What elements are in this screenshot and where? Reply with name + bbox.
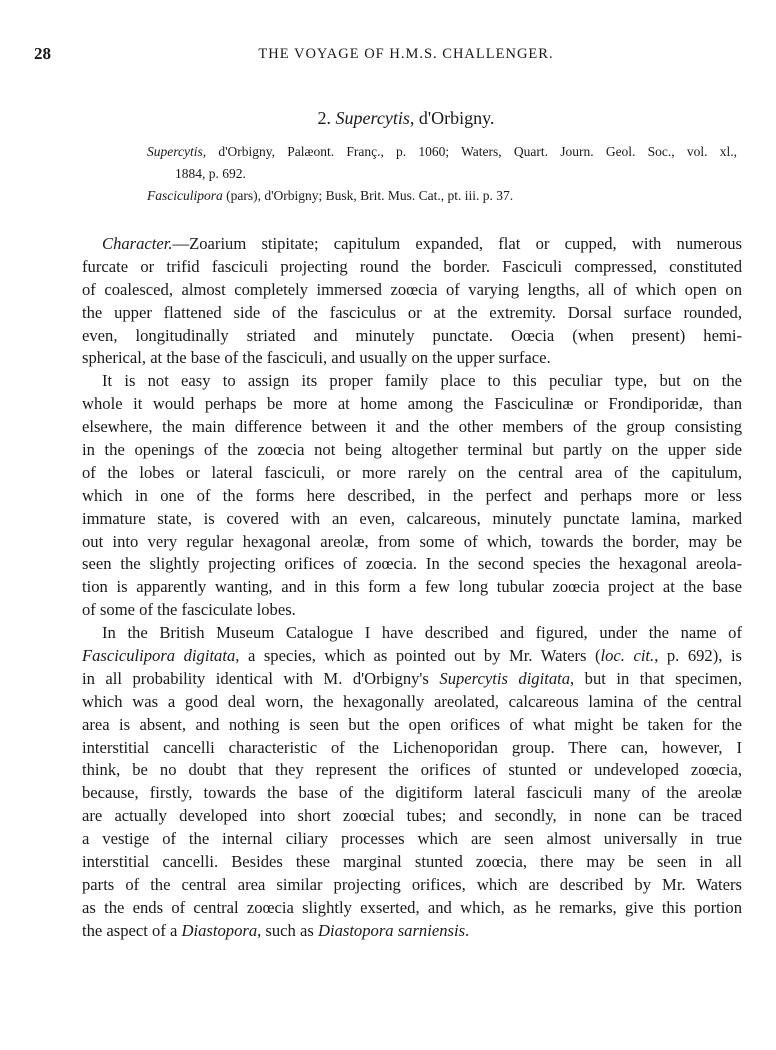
text-line xyxy=(82,782,742,805)
italic-text: Supercytis digitata xyxy=(439,668,571,688)
text-run: , but in that specimen, xyxy=(570,668,742,688)
paragraph xyxy=(82,622,742,942)
section-title xyxy=(0,108,776,129)
text-line xyxy=(82,393,742,416)
text-line xyxy=(82,347,742,370)
text-run: , such as xyxy=(257,920,318,940)
text-run: , d'Orbigny, Palæont. Franç., p. 1060; Waters, Quart. Journ. Geol. Soc., vol. xl., xyxy=(202,144,737,159)
text-line xyxy=(82,531,742,554)
page-number: 28 xyxy=(34,44,51,63)
text-line xyxy=(82,920,742,943)
text-run: area is absent, and nothing is seen but the open orifices of what might be taken for the xyxy=(82,714,742,734)
text-run: whole it would perhaps be more at home among the Fasciculinæ or Frondiporidæ, than xyxy=(82,394,742,414)
reference-line xyxy=(147,163,737,185)
text-line xyxy=(82,485,742,508)
text-run: of coalesced, almost completely immersed zoœcia of varying lengths, all of which open on xyxy=(82,279,742,299)
synonymy-references xyxy=(147,141,737,207)
text-line xyxy=(82,874,742,897)
text-run: a vestige of the internal ciliary processes which are seen almost universally in true xyxy=(82,829,742,849)
reference-line xyxy=(147,141,737,163)
text-run: of some of the fasciculate lobes. xyxy=(82,600,296,620)
text-line xyxy=(82,622,742,645)
text-line xyxy=(82,416,742,439)
text-line xyxy=(82,599,742,622)
italic-text: Fasciculipora xyxy=(147,188,223,203)
text-run: even, longitudinally striated and minutely punctate. Oœcia (when present) hemi- xyxy=(82,325,742,345)
text-run: immature state, is covered with an even, calcareous, minutely punctate lamina, marked xyxy=(82,508,742,528)
italic-text: Character. xyxy=(102,234,173,253)
running-head: THE VOYAGE OF H.M.S. CHALLENGER. xyxy=(258,46,554,62)
text-run: , p. 692), is xyxy=(654,646,742,666)
text-run: because, firstly, towards the base of the digitiform lateral fasciculi many of the areolæ xyxy=(82,783,742,803)
text-line xyxy=(82,805,742,828)
text-run: —Zoarium stipitate; capitulum expanded, flat or cupped, with numerous xyxy=(172,234,742,253)
italic-text: Diastopora sarniensis xyxy=(317,920,466,940)
text-run: interstitial cancelli characteristic of the Lichenoporidan group. There can, however, I xyxy=(82,737,742,757)
text-line xyxy=(82,370,742,393)
italic-text: Diastopora xyxy=(181,920,258,940)
text-run: tion is apparently wanting, and in this form a few long tubular zoœcia project at the base xyxy=(82,577,742,597)
text-line xyxy=(82,828,742,851)
body-text xyxy=(82,233,742,943)
text-line xyxy=(82,714,742,737)
text-run: In the British Museum Catalogue I have described and figured, under the name of xyxy=(102,623,742,643)
italic-text: Fasciculipora digitata xyxy=(82,646,236,666)
text-run: the upper flattened side of the fasciculus or at the extremity. Dorsal surface rounded, xyxy=(82,302,742,322)
text-line xyxy=(82,759,742,782)
text-run: , d'Orbigny. xyxy=(409,108,495,128)
text-line xyxy=(82,439,742,462)
paragraph xyxy=(82,370,742,622)
text-run: of the lobes or lateral fasciculi, or more rarely on the central area of the capitulum, xyxy=(82,462,742,482)
text-line xyxy=(82,668,742,691)
text-run: . xyxy=(465,920,470,940)
text-run: spherical, at the base of the fasciculi, and usually on the upper surface. xyxy=(82,348,551,368)
text-run: out into very regular hexagonal areolæ, from some of which, towards the border, may be xyxy=(82,531,742,551)
reference-line xyxy=(147,185,737,207)
text-line xyxy=(82,851,742,874)
text-run: furcate or trifid fasciculi projecting round the border. Fasciculi compressed, constituted xyxy=(82,256,742,276)
text-run: seen the slightly projecting orifices of zoœcia. In the second species the hexagonal areola- xyxy=(82,554,742,574)
text-run: 2. xyxy=(317,108,336,128)
paragraph xyxy=(82,233,742,370)
text-run: think, be no doubt that they represent the orifices of stunted or undeveloped zoœcia, xyxy=(82,760,742,780)
text-line xyxy=(82,645,742,668)
text-line xyxy=(82,302,742,325)
text-line xyxy=(82,691,742,714)
text-run: the aspect of a xyxy=(82,920,182,940)
text-line xyxy=(82,737,742,760)
text-line xyxy=(82,462,742,485)
text-run: as the ends of central zoœcia slightly exserted, and which, as he remarks, give this portion xyxy=(82,897,742,917)
text-run: are actually developed into short zoœcial tubes; and secondly, in none can be traced xyxy=(82,806,742,826)
text-run: (pars), d'Orbigny; Busk, Brit. Mus. Cat., pt. iii. p. 37. xyxy=(222,188,514,203)
text-run: which was a good deal worn, the hexagonally areolated, calcareous lamina of the central xyxy=(82,691,742,711)
italic-text: Supercytis xyxy=(147,144,203,159)
text-line xyxy=(82,233,742,256)
text-line xyxy=(82,279,742,302)
text-run: , a species, which as pointed out by Mr. Waters ( xyxy=(235,646,601,666)
text-run: which in one of the forms here described, in the perfect and perhaps more or less xyxy=(82,485,742,505)
text-run: It is not easy to assign its proper family place to this peculiar type, but on the xyxy=(102,371,742,391)
text-run: elsewhere, the main difference between it and the other members of the group consisting xyxy=(82,417,742,437)
italic-text: Supercytis xyxy=(335,108,410,128)
text-line xyxy=(82,897,742,920)
text-line xyxy=(82,325,742,348)
text-run: in all probability identical with M. d'Orbigny's xyxy=(82,668,440,688)
italic-text: loc. cit. xyxy=(600,646,655,666)
text-run: parts of the central area similar projecting orifices, which are described by Mr. Waters xyxy=(82,874,742,894)
text-run: 1884, p. 692. xyxy=(175,166,246,181)
text-line xyxy=(82,508,742,531)
text-line xyxy=(82,256,742,279)
text-line xyxy=(82,576,742,599)
text-run: interstitial cancelli. Besides these marginal stunted zoœcia, there may be seen in all xyxy=(82,852,742,872)
text-run: in the openings of the zoœcia not being altogether terminal but partly on the upper side xyxy=(82,440,742,460)
text-line xyxy=(82,553,742,576)
